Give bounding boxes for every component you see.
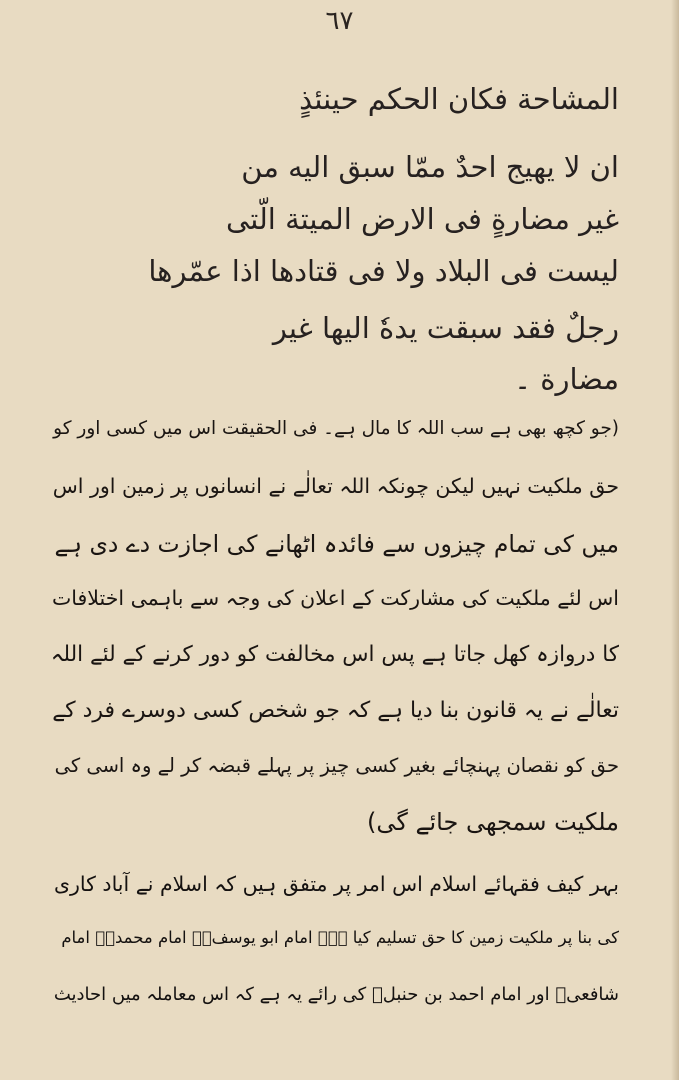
- arabic-line: ان لا يهيج احدٌ ممّا سبق اليه من: [241, 150, 619, 184]
- arabic-line: المشاحة فكان الحكم حينئذٍ: [299, 82, 619, 116]
- arabic-line: غير مضارةٍ فی الارض الميتة الّتی: [226, 202, 619, 236]
- urdu-line: ملکیت سمجھی جائے گی): [367, 808, 619, 836]
- arabic-line: رجلٌ فقد سبقت يدهٗ اليها غير: [272, 311, 619, 345]
- arabic-line: مضارة ۔: [514, 362, 619, 396]
- urdu-line: تعالٰے نے یہ قانون بنا دیا ہے کہ جو شخص کسی دوسرے فرد کے: [52, 698, 619, 723]
- urdu-line: کی بنا پر ملکیت زمین کا حق تسلیم کیا ہے۔ امام ابو یوسفؒ۔ امام محمدؒ۔ امام: [61, 928, 619, 947]
- urdu-line: حق کو نقصان پہنچائے بغیر کسی چیز پر پہلے قبضہ کر لے وہ اسی کی: [54, 754, 619, 777]
- urdu-line: حق ملکیت نہیں لیکن چونکہ اللہ تعالٰے نے انسانوں پر زمین اور اس: [52, 474, 619, 498]
- urdu-line: اس لئے ملکیت کی مشارکت کے اعلان کی وجہ سے باہمی اختلافات: [51, 586, 619, 610]
- urdu-line: شافعیؒ اور امام احمد بن حنبلؒ کی رائے یہ ہے کہ اس معاملہ میں احادیث: [53, 984, 619, 1005]
- arabic-line: ليست فی البلاد ولا فی قتادها اذا عمّرها: [148, 254, 619, 288]
- urdu-line: کا دروازہ کھل جاتا ہے پس اس مخالفت کو دور کرنے کے لئے اللہ: [50, 642, 619, 667]
- urdu-line: بہر کیف فقہائے اسلام اس امر پر متفق ہیں کہ اسلام نے آباد کاری: [53, 872, 619, 896]
- urdu-line: (جو کچھ بھی ہے سب اللہ کا مال ہے۔ فی الحقیقت اس میں کسی اور کو: [53, 418, 619, 439]
- urdu-line: میں کی تمام چیزوں سے فائدہ اٹھانے کی اجازت دے دی ہے: [54, 530, 619, 558]
- page-number: ٦٧: [325, 6, 354, 36]
